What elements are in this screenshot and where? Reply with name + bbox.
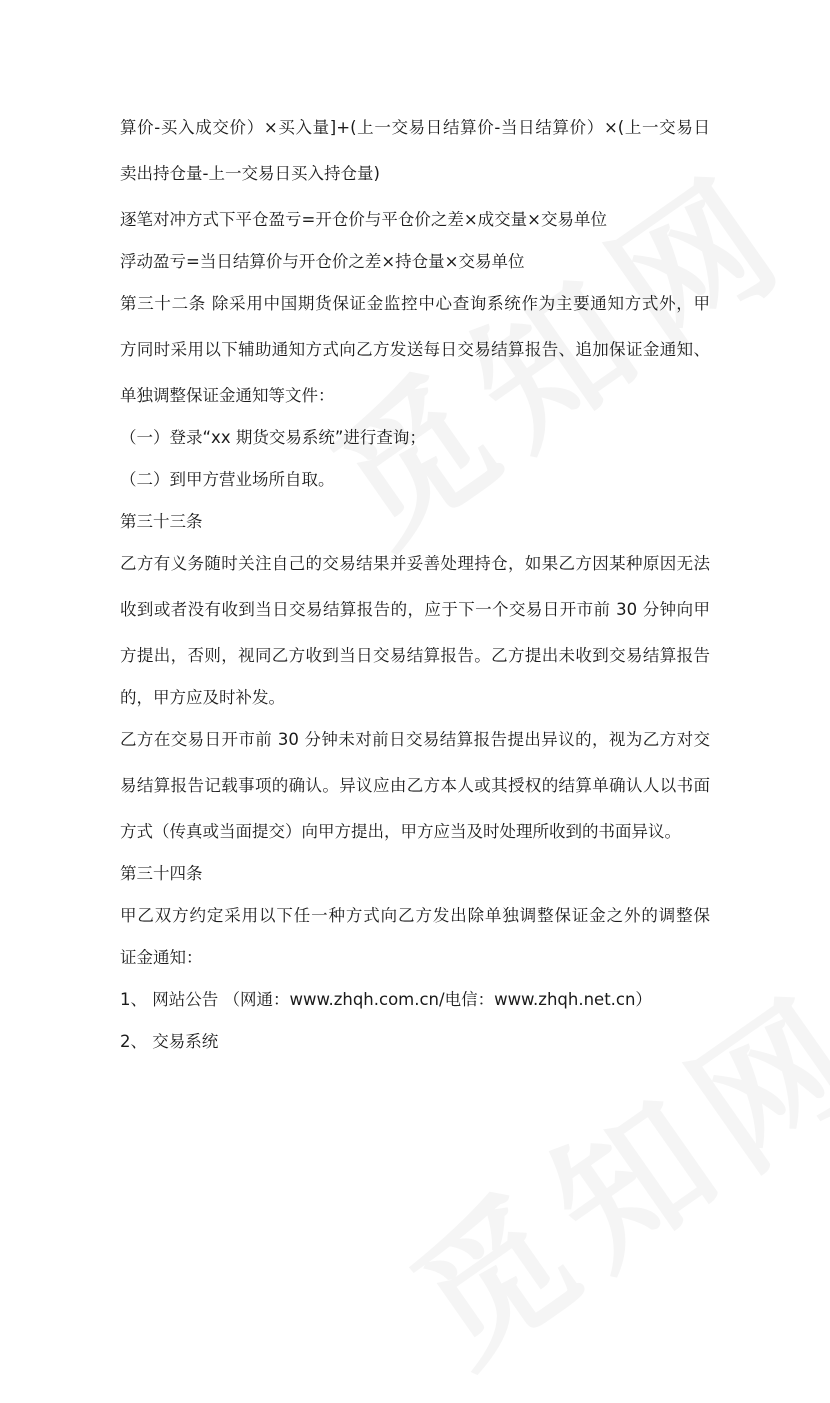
section-32-heading: 第三十二条 除采用中国期货保证金监控中心查询系统作为主要通知方式外，甲 [120, 294, 710, 313]
text-line: 单独调整保证金通知等文件： [120, 386, 335, 405]
text-line: 乙方在交易日开市前 30 分钟未对前日交易结算报告提出异议的，视为乙方对交 [120, 730, 710, 749]
text-line: 逐笔对冲方式下平仓盈亏=开仓价与平仓价之差×成交量×交易单位 [120, 210, 607, 229]
text-line: 方同时采用以下辅助通知方式向乙方发送每日交易结算报告、追加保证金通知、 [120, 340, 710, 359]
list-item: （一）登录“xx 期货交易系统”进行查询； [120, 428, 426, 447]
list-item: 1、 网站公告 （网通：www.zhqh.com.cn/电信：www.zhqh.net.cn） [120, 990, 652, 1009]
text-line: 收到或者没有收到当日交易结算报告的，应于下一个交易日开市前 30 分钟向甲 [120, 600, 710, 619]
section-33-heading: 第三十三条 [120, 512, 203, 531]
text-line: 的，甲方应及时补发。 [120, 688, 285, 707]
text-line: 证金通知： [120, 948, 203, 967]
text-line: 乙方有义务随时关注自己的交易结果并妥善处理持仓，如果乙方因某种原因无法 [120, 554, 710, 573]
list-item: 2、 交易系统 [120, 1032, 219, 1051]
text-line: 卖出持仓量-上一交易日买入持仓量) [120, 164, 380, 183]
section-34-heading: 第三十四条 [120, 864, 203, 883]
text-line: 浮动盈亏=当日结算价与开仓价之差×持仓量×交易单位 [120, 252, 525, 271]
text-line: 方提出，否则，视同乙方收到当日交易结算报告。乙方提出未收到交易结算报告 [120, 646, 710, 665]
text-line: 方式（传真或当面提交）向甲方提出，甲方应当及时处理所收到的书面异议。 [120, 822, 681, 841]
text-line: 甲乙双方约定采用以下任一种方式向乙方发出除单独调整保证金之外的调整保 [120, 906, 710, 925]
text-line: 易结算报告记载事项的确认。异议应由乙方本人或其授权的结算单确认人以书面 [120, 776, 710, 795]
list-item: （二）到甲方营业场所自取。 [120, 470, 335, 489]
text-line: 算价-买入成交价）×买入量]+(上一交易日结算价-当日结算价）×(上一交易日 [120, 118, 710, 137]
